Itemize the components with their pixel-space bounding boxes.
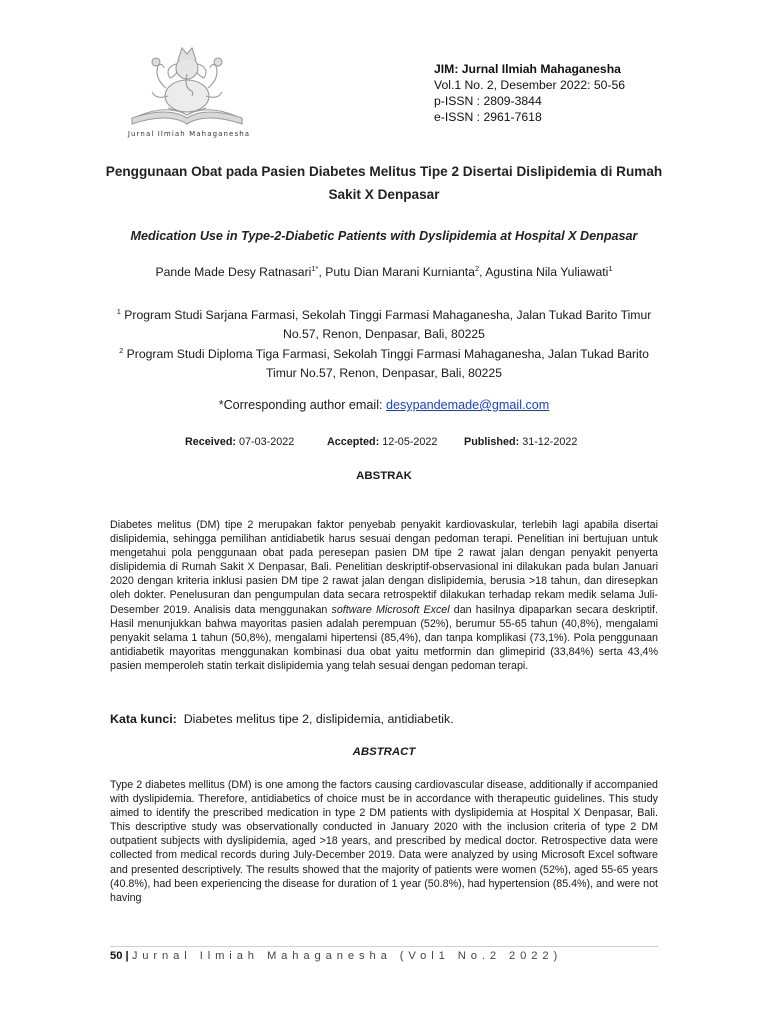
corresponding-author bbox=[60, 398, 708, 412]
corresponding-label: *Corresponding author email: bbox=[218, 398, 386, 412]
published-label: Published: bbox=[464, 436, 520, 448]
author-name: Agustina Nila Yuliawati bbox=[485, 265, 609, 280]
author-name: Pande Made Desy Ratnasari bbox=[155, 265, 312, 280]
paper-title: Penggunaan Obat pada Pasien Diabetes Melitus Tipe 2 Disertai Dislipidemia di Rumah Sakit X Denpasar bbox=[105, 164, 663, 202]
abstrak-paragraph bbox=[110, 518, 658, 673]
page-number: 50 bbox=[110, 950, 123, 962]
accepted-date bbox=[327, 436, 437, 448]
author-list: Pande Made Desy Ratnasari$^{1*}$, Putu Dian Marani Kurnianta$^2$, Agustina Nila Yuliawati$^1$ bbox=[155, 264, 613, 280]
journal-eissn: e-ISSN : 2961-7618 bbox=[434, 110, 542, 124]
corresponding-email-link[interactable]: desypandemade@gmail.com bbox=[386, 398, 550, 412]
keywords bbox=[110, 712, 454, 726]
journal-pissn: p-ISSN : 2809-3844 bbox=[434, 94, 542, 108]
paper-title-english: Medication Use in Type-2-Diabetic Patients with Dyslipidemia at Hospital X Denpasar bbox=[130, 229, 638, 243]
affiliation-text: Program Studi Sarjana Farmasi, Sekolah Tinggi Farmasi Mahaganesha, Jalan Tukad Barito Timur No.57, Renon, Denpasar, Bali, 80225 bbox=[124, 308, 652, 342]
accepted-value: 12-05-2022 bbox=[382, 436, 438, 448]
abstract-paragraph: Type 2 diabetes mellitus (DM) is one among the factors causing cardiovascular disease, additionally if accompanied with dyslipidemia. Therefore, antidiabetics of choice must be in accordance with therapeutic guidelines. This study aimed to identify the prescribed medication in type 2 DM patients with dyslipidemia at Hospital X Denpasar, Bali. This descriptive study was observationally conducted in January 2020 with the inclusion criteria of type 2 DM outpatient subjects with dyslipidemia, aged >18 years, and prescribed by medical doctor. Retrospective data were collected from medical records during July-December 2019. Data were analyzed by using Microsoft Excel software and presented descriptively. The results showed that the majority of patients were women (52%), aged 55-65 years (40.8%), had been experiencing the disease for duration of 1 year (50.8%), had hypertension (85.4%), and were not having bbox=[110, 779, 658, 904]
abstrak-text-italic: software Microsoft Excel bbox=[331, 603, 450, 616]
affiliation-mark: 1 bbox=[116, 307, 121, 316]
abstrak-text-part1: Diabetes melitus (DM) tipe 2 merupakan faktor penyebab penyakit kardiovaskular, terlebih lagi apabila disertai dislipidemia, sehingga pemilihan antidiabetik harus sesuai dengan pedoman terapi. Penelitian ini bertujuan untuk mengetahui pola penggunaan obat pada peresepan pasien DM tipe 2 rawat jalan dengan penyakit penyerta dislipidemia di Rumah Sakit X Denpasar, Bali. Penelitian deskriptif-observasional ini dilakukan pada bulan Januari 2020 dengan kriteria inklusi pasien DM tipe 2 rawat jalan dengan dislipidemia, berusia >18 tahun, dan diresepkan oleh dokter. Penelusuran dan pengumpulan data secara retrospektif dilakukan terhadap rekam medik selama Juli-Desember 2019. Analisis data menggunakan bbox=[110, 519, 658, 616]
journal-info bbox=[434, 61, 625, 125]
published-date bbox=[464, 436, 577, 448]
affiliation-2 bbox=[110, 341, 658, 383]
received-value: 07-03-2022 bbox=[239, 436, 295, 448]
accepted-label: Accepted: bbox=[327, 436, 380, 448]
published-value: 31-12-2022 bbox=[522, 436, 578, 448]
journal-volume: Vol.1 No. 2, Desember 2022: 50-56 bbox=[434, 78, 626, 92]
affiliation-1 bbox=[110, 302, 658, 344]
author-name: Putu Dian Marani Kurnianta bbox=[325, 265, 475, 280]
author-affiliation-mark: 1* bbox=[311, 264, 319, 273]
keywords-label: Kata kunci: bbox=[110, 712, 177, 726]
footer-separator: | bbox=[122, 950, 132, 962]
received-label: Received: bbox=[185, 436, 237, 448]
journal-name: JIM: Jurnal Ilmiah Mahaganesha bbox=[434, 62, 621, 76]
footer-journal-title: Jurnal Ilmiah Mahaganesha (Vol1 No.2 2022) bbox=[131, 950, 563, 962]
abstrak-heading: ABSTRAK bbox=[356, 470, 412, 482]
ganesha-logo-icon bbox=[118, 38, 256, 130]
affiliation-mark: 2 bbox=[119, 346, 124, 355]
author-affiliation-mark: 1 bbox=[608, 264, 613, 273]
received-date bbox=[185, 436, 294, 448]
keywords-text: Diabetes melitus tipe 2, dislipidemia, antidiabetik. bbox=[183, 712, 454, 726]
footer-divider bbox=[110, 946, 658, 947]
abstract-heading: ABSTRACT bbox=[352, 746, 416, 758]
journal-logo bbox=[118, 38, 256, 144]
affiliation-text: Program Studi Diploma Tiga Farmasi, Sekolah Tinggi Farmasi Mahaganesha, Jalan Tukad Barito Timur No.57, Renon, Denpasar, Bali, 80225 bbox=[126, 347, 649, 381]
abstrak-text-part2: dan hasilnya dipaparkan secara deskriptif. Hasil menunjukkan bahwa mayoritas pasien adalah perempuan (52%), berumur 55-65 tahun (40,8%), mengalami penyakit selama 1 tahun (50,8%), mengalami hipertensi (85,4%), dan tanpa komplikasi (73,1%). Pola penggunaan antidiabetik mayoritas menggunakan kombinasi dua obat yaitu metformin dan glimepirid (33,84%) serta 43,4% pasien memperoleh statin terkait dislipidemia yang telah sesuai dengan pedoman terapi. bbox=[110, 603, 659, 672]
author-affiliation-mark: 2 bbox=[474, 264, 480, 273]
logo-caption: Jurnal Ilmiah Mahaganesha bbox=[127, 130, 251, 138]
page-footer bbox=[110, 950, 562, 962]
